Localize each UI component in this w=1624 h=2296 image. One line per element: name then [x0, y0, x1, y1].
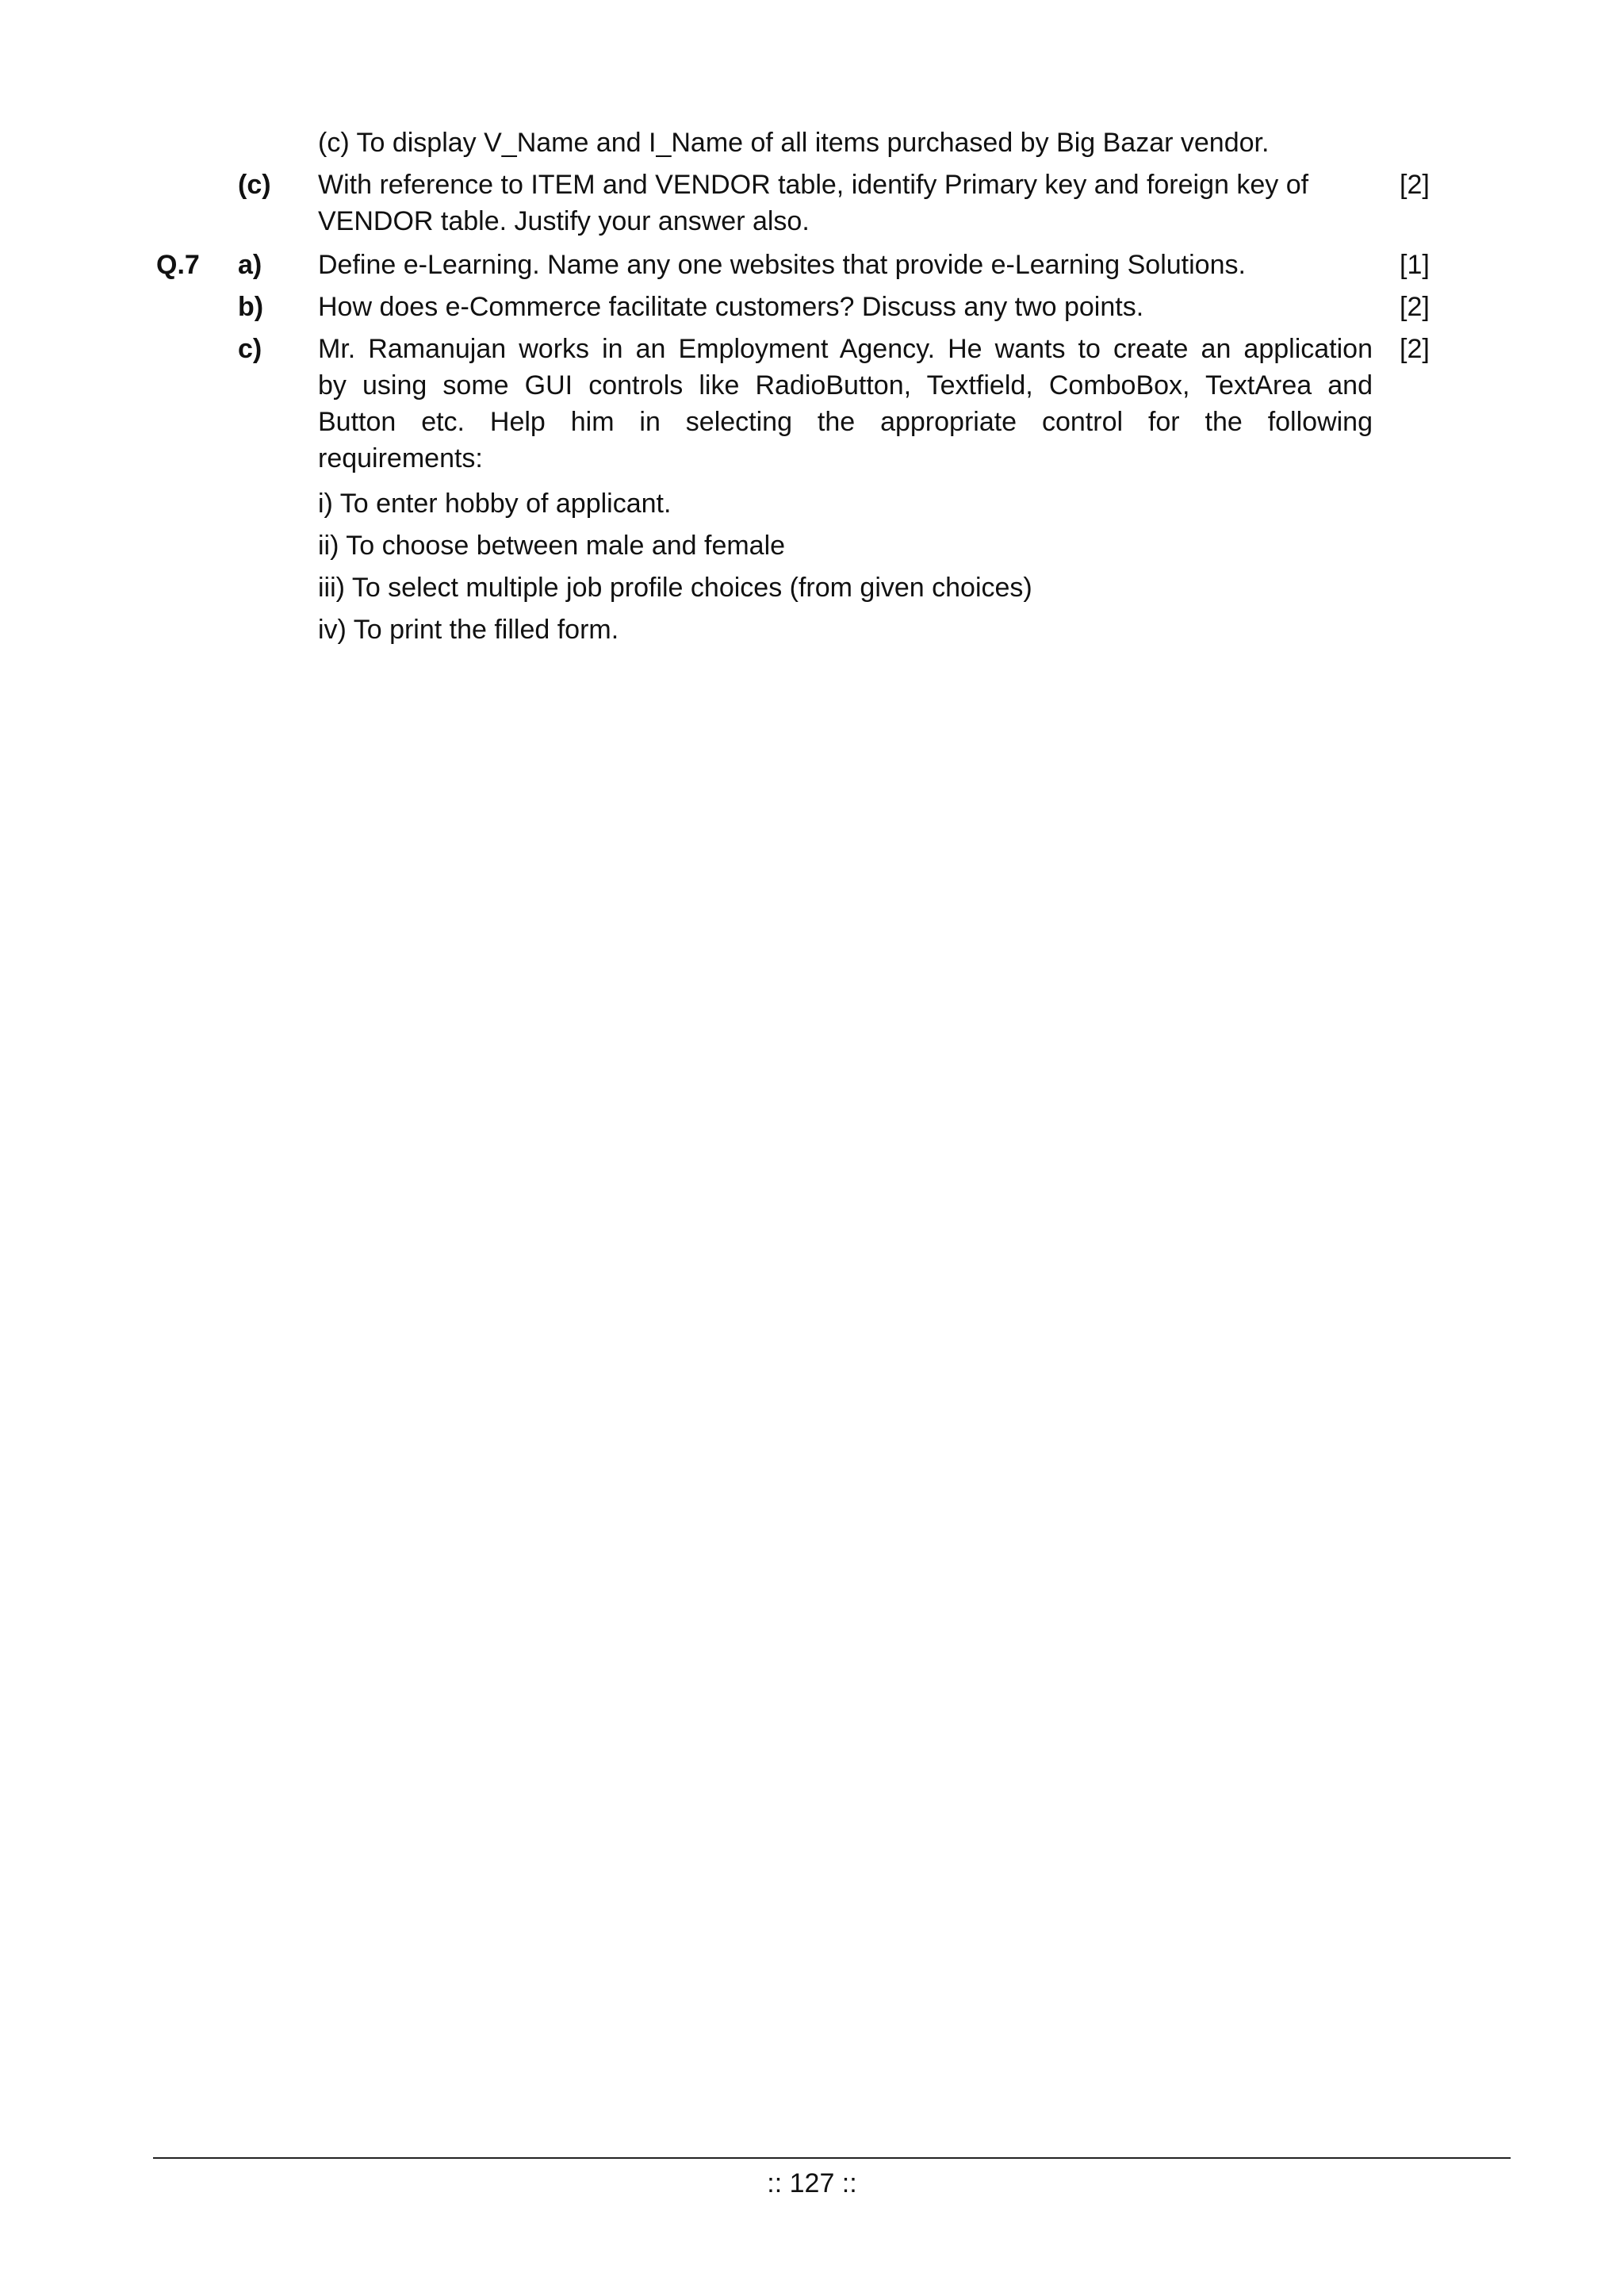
q7-c-subitem-iii: iii) To select multiple job profile choices (from given choices)	[318, 573, 1032, 603]
q7-c-line-3: Button etc. Help him in selecting the appropriate control for the following	[318, 407, 1373, 437]
q7-c-line-1: Mr. Ramanujan works in an Employment Agency. He wants to create an application	[318, 334, 1373, 364]
q7-c-subitem-ii: ii) To choose between male and female	[318, 531, 786, 561]
q7-c-subitem-iv: iv) To print the filled form.	[318, 615, 619, 645]
q7-c-line-2: by using some GUI controls like RadioButton, Textfield, ComboBox, TextArea and	[318, 370, 1373, 401]
q6-c-label: (c)	[238, 170, 271, 200]
q7-number: Q.7	[156, 250, 200, 280]
q7-b-text: How does e-Commerce facilitate customers? Discuss any two points.	[318, 292, 1144, 322]
q7-c-subitem-i: i) To enter hobby of applicant.	[318, 489, 672, 519]
page-number: :: 127 ::	[767, 2168, 857, 2198]
footer-divider	[153, 2157, 1511, 2159]
prev-subitem-c-text: (c) To display V_Name and I_Name of all items purchased by Big Bazar vendor.	[318, 128, 1270, 158]
q7-c-line-4: requirements:	[318, 443, 483, 473]
q7-a-label: a)	[238, 250, 262, 280]
q7-b-marks: [2]	[1400, 292, 1430, 322]
q7-a-marks: [1]	[1400, 250, 1430, 280]
q6-c-line-1: With reference to ITEM and VENDOR table, identify Primary key and foreign key of	[318, 170, 1309, 200]
q7-c-marks: [2]	[1400, 334, 1430, 364]
q6-c-marks: [2]	[1400, 170, 1430, 200]
q6-c-line-2: VENDOR table. Justify your answer also.	[318, 206, 810, 236]
q7-a-text: Define e-Learning. Name any one websites that provide e-Learning Solutions.	[318, 250, 1246, 280]
q7-b-label: b)	[238, 292, 264, 322]
q7-c-label: c)	[238, 334, 262, 364]
